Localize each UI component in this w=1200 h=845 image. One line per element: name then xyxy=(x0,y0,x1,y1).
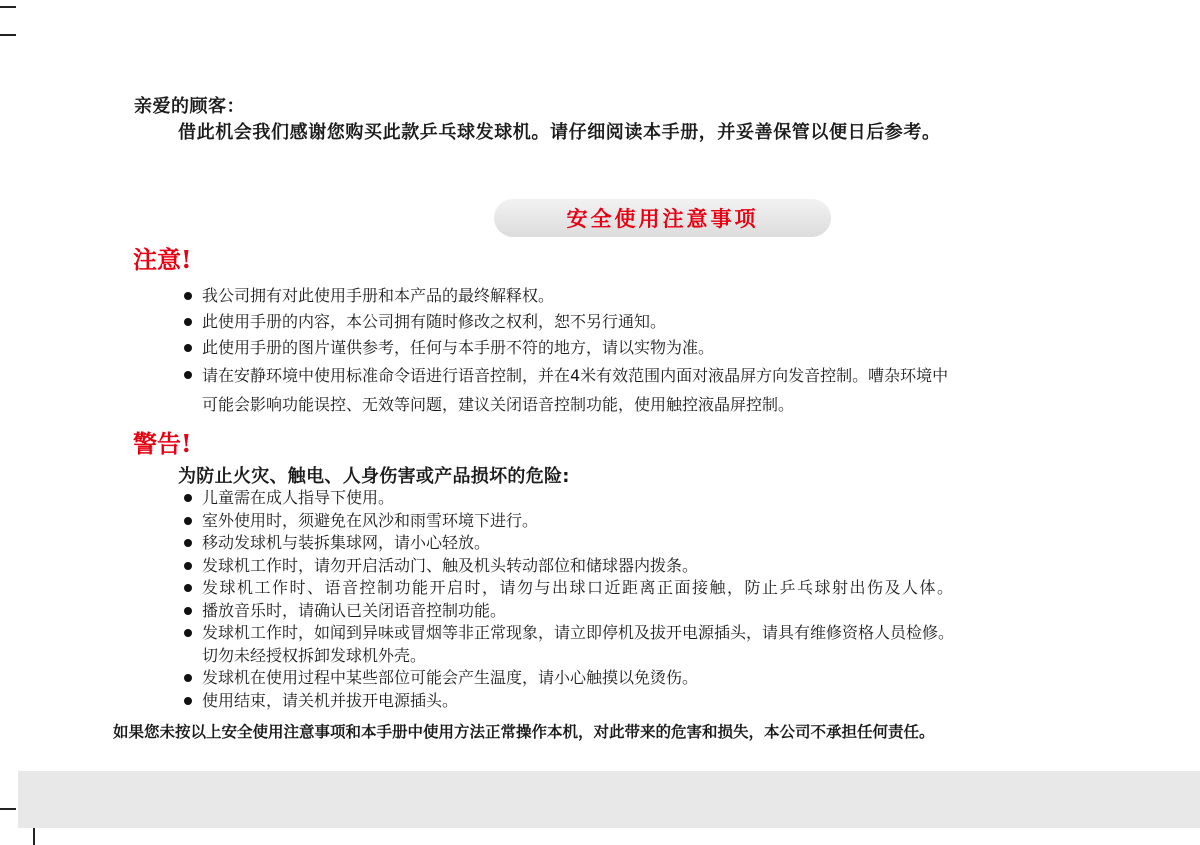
warning-subheading: 为防止火灾、触电、人身伤害或产品损坏的危险: xyxy=(178,466,570,487)
list-item: 发球机工作时，请勿开启活动门、触及机头转动部位和储球器内拨条。 xyxy=(182,555,955,578)
list-item-continuation: 切勿未经授权拆卸发球机外壳。 xyxy=(202,645,427,665)
bullet-icon xyxy=(184,517,192,525)
crop-mark xyxy=(0,808,16,810)
crop-mark xyxy=(33,828,35,845)
bullet-icon xyxy=(184,292,192,300)
list-item-continuation: 可能会影响功能误控、无效等问题，建议关闭语音控制功能，使用触控液晶屏控制。 xyxy=(202,395,795,414)
list-item: 室外使用时，须避免在风沙和雨雪环境下进行。 xyxy=(182,510,955,533)
section-banner xyxy=(494,199,831,237)
list-item: 发球机工作时，如闻到异味或冒烟等非正常现象，请立即停机及拔开电源插头，请具有维修资格人员检修。 xyxy=(182,622,955,645)
list-item: 播放音乐时，请确认已关闭语音控制功能。 xyxy=(182,600,955,623)
greeting: 亲爱的顾客： xyxy=(134,96,245,117)
bullet-icon xyxy=(184,318,192,326)
bullet-icon xyxy=(184,494,192,502)
list-item: 此使用手册的内容，本公司拥有随时修改之权利，恕不另行通知。 xyxy=(182,309,948,335)
bullet-icon xyxy=(184,629,192,637)
footer-band xyxy=(18,771,1200,828)
crop-mark xyxy=(0,34,16,36)
bullet-icon xyxy=(184,584,192,592)
bullet-icon xyxy=(184,674,192,682)
bullet-icon xyxy=(184,344,192,352)
disclaimer: 如果您未按以上安全使用注意事项和本手册中使用方法正常操作本机，对此带来的危害和损失，本公司不承担任何责任。 xyxy=(113,723,935,741)
thanks-paragraph: 借此机会我们感谢您购买此款乒乓球发球机。请仔细阅读本手册，并妥善保管以便日后参考。 xyxy=(178,122,941,143)
list-item: 请在安静环境中使用标准命令语进行语音控制，并在4米有效范围内面对液晶屏方向发音控制。嘈杂环境中 xyxy=(182,361,948,390)
list-item: 此使用手册的图片谨供参考，任何与本手册不符的地方，请以实物为准。 xyxy=(182,335,948,361)
bullet-icon xyxy=(184,539,192,547)
warning-list xyxy=(182,487,955,712)
bullet-icon xyxy=(184,607,192,615)
list-item: 儿童需在成人指导下使用。 xyxy=(182,487,955,510)
bullet-icon xyxy=(184,697,192,705)
bullet-icon xyxy=(184,371,192,379)
notice-heading: 注意! xyxy=(133,245,192,274)
list-item: 使用结束，请关机并拔开电源插头。 xyxy=(182,690,955,713)
crop-mark xyxy=(0,6,16,8)
list-item: 我公司拥有对此使用手册和本产品的最终解释权。 xyxy=(182,283,948,309)
list-item: 发球机工作时、语音控制功能开启时，请勿与出球口近距离正面接触，防止乒乓球射出伤及人体。 xyxy=(182,577,955,600)
bullet-icon xyxy=(184,562,192,570)
notice-list xyxy=(182,283,948,419)
list-item: 发球机在使用过程中某些部位可能会产生温度，请小心触摸以免烫伤。 xyxy=(182,667,955,690)
warning-heading: 警告! xyxy=(133,429,192,458)
section-title: 安全使用注意事项 xyxy=(566,207,759,231)
list-item: 移动发球机与装拆集球网，请小心轻放。 xyxy=(182,532,955,555)
